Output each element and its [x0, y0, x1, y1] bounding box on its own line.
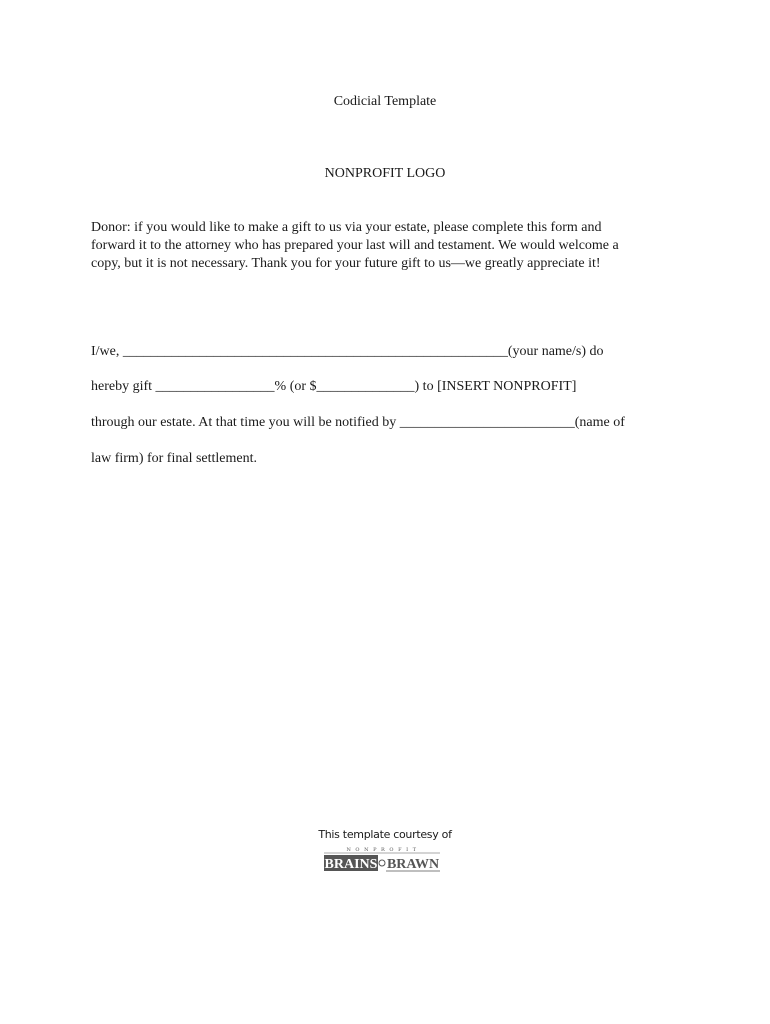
nonprofit-logo-placeholder: NONPROFIT LOGO [324, 166, 446, 181]
donor-intro-paragraph [91, 219, 691, 273]
logo-right-word: BRAWN [386, 857, 440, 872]
intro-line: copy, but it is not necessary. Thank you for your future gift to us—we greatly appreciate it! [91, 256, 601, 271]
form-line-settlement: law firm) for final settlement. [91, 451, 257, 466]
document-title: Codicial Template [333, 94, 437, 109]
courtesy-text: This template courtesy of [318, 828, 452, 841]
intro-line: Donor: if you would like to make a gift to us via your estate, please complete this form and [91, 220, 602, 235]
form-line-notification: through our estate. At that time you will be notified by _________________________(name of [91, 415, 625, 430]
logo-top-text: N O N P R O F I T [346, 847, 418, 853]
nonprofit-brains-brawn-logo [322, 845, 442, 873]
logo-left-word: BRAINS [324, 857, 378, 872]
form-line-names: I/we, _______________________________________________________(your name/s) do [91, 344, 604, 359]
intro-line: forward it to the attorney who has prepared your last will and testament. We would welcome a [91, 238, 619, 253]
form-line-gift-amount: hereby gift _________________% (or $______________) to [INSERT NONPROFIT] [91, 379, 577, 394]
